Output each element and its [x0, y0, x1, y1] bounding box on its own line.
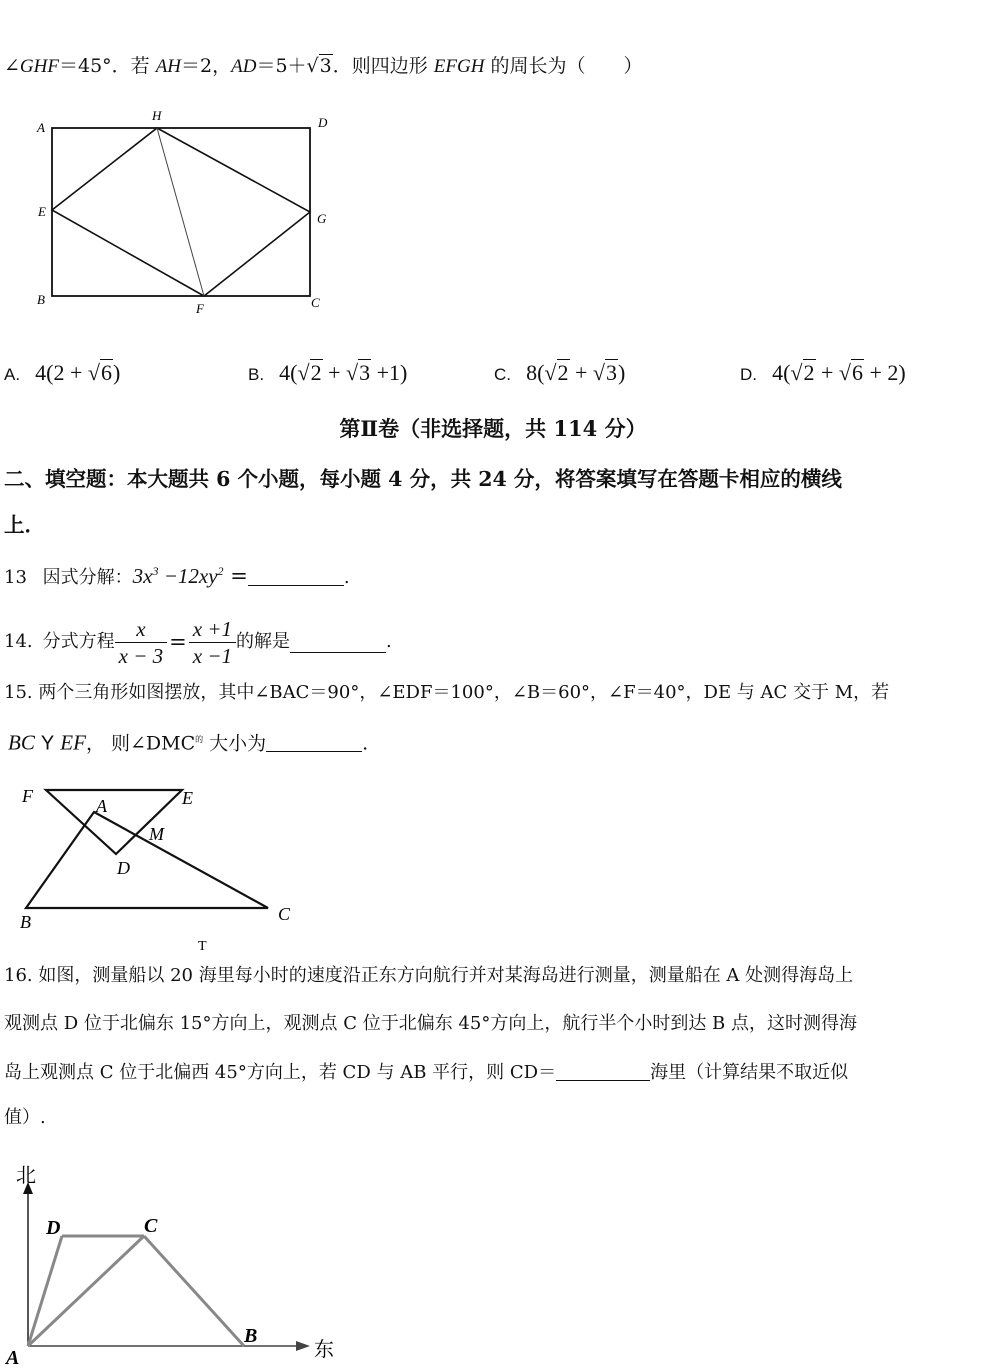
q15-line1: 15. 两个三角形如图摆放，其中∠BAC＝90°，∠EDF＝100°，∠B＝60°，∠F＝40°，DE 与 AC 交于 M，若 [4, 682, 890, 703]
q15-figure [10, 780, 310, 955]
q16-line3: 岛上观测点 C 位于北偏西 45°方向上，若 CD 与 AB 平行，则 CD＝ 海里（计算结果不取近似 [4, 1062, 849, 1083]
q13: 13 因式分解：$3x^3 -12xy^2$ = . [4, 564, 350, 588]
section2-line1: 二、填空题：本大题共 6 个小题，每小题 4 分，共 24 分，将答案填写在答题卡相应的横线 [4, 467, 842, 491]
east-label: 东 [314, 1339, 334, 1361]
q14-right-fraction: $\frac{x +1}{x -1}$ [189, 616, 236, 669]
east-arrowhead [296, 1341, 310, 1351]
option-c[interactable]: C. 8(√2 + √3) [494, 360, 626, 385]
triangle-abc [26, 812, 268, 908]
q16-line2: 观测点 D 位于北偏东 15°方向上，观测点 C 位于北偏东 45°方向上，航行半个小时到达 B 点，这时测得海 [4, 1013, 858, 1034]
label-H: H [152, 108, 162, 123]
north-label: 北 [16, 1165, 36, 1187]
part2-title: 第Ⅱ卷（非选择题，共 114 分） [339, 416, 647, 441]
label-F: F [196, 301, 204, 316]
section2-line2: 上． [4, 513, 45, 537]
label-E: E [38, 204, 46, 219]
q14-answer-blank[interactable] [290, 632, 386, 653]
q14-left-fraction: $\frac{x}{x - 3}$ [115, 616, 168, 669]
label-D: D [318, 115, 328, 130]
label-A: A [96, 796, 107, 816]
q16-line4: 值）. [4, 1107, 46, 1128]
label-B: B [244, 1325, 258, 1347]
label-A: A [6, 1347, 20, 1366]
segment-cb [144, 1236, 244, 1346]
label-C: C [311, 295, 320, 310]
q16-answer-blank[interactable] [556, 1060, 650, 1081]
q12-stem: ∠GHF＝45°．若 AH＝2，AD＝5＋√3．则四边形 EFGH 的周长为（ ） [4, 55, 643, 77]
label-D: D [117, 858, 130, 878]
label-A: A [37, 120, 45, 135]
q14: 14. 分式方程 $\frac{x}{x - 3}$ = $\frac{x +1}{x -1}$ 的解是 . [4, 616, 392, 668]
q15-answer-blank[interactable] [266, 731, 362, 752]
label-F: F [22, 786, 33, 806]
option-a[interactable]: A. 4(2 + √6) [4, 360, 121, 385]
label-E: E [182, 788, 193, 808]
label-G: G [317, 211, 327, 226]
segment-hf [157, 128, 204, 296]
label-M: M [149, 824, 164, 844]
label-C: C [144, 1215, 158, 1237]
label-C: C [278, 904, 291, 924]
q15-line2: BC Y EF， 则$\angle DMC^的$ 大小为 . [8, 730, 369, 755]
q16-figure [4, 1158, 344, 1366]
q13-answer-blank[interactable] [248, 565, 344, 586]
q12-figure [30, 100, 340, 320]
small-mark: T [198, 939, 207, 954]
q16-line1: 16. 如图，测量船以 20 海里每小时的速度沿正东方向航行并对某海岛进行测量，测量船在 A 处测得海岛上 [4, 965, 854, 986]
label-D: D [46, 1217, 61, 1239]
option-d[interactable]: D. 4(√2 + √6 + 2) [740, 360, 906, 385]
label-B: B [20, 912, 31, 932]
label-B: B [37, 292, 45, 307]
option-b[interactable]: B. 4(√2 + √3 +1) [248, 360, 408, 385]
